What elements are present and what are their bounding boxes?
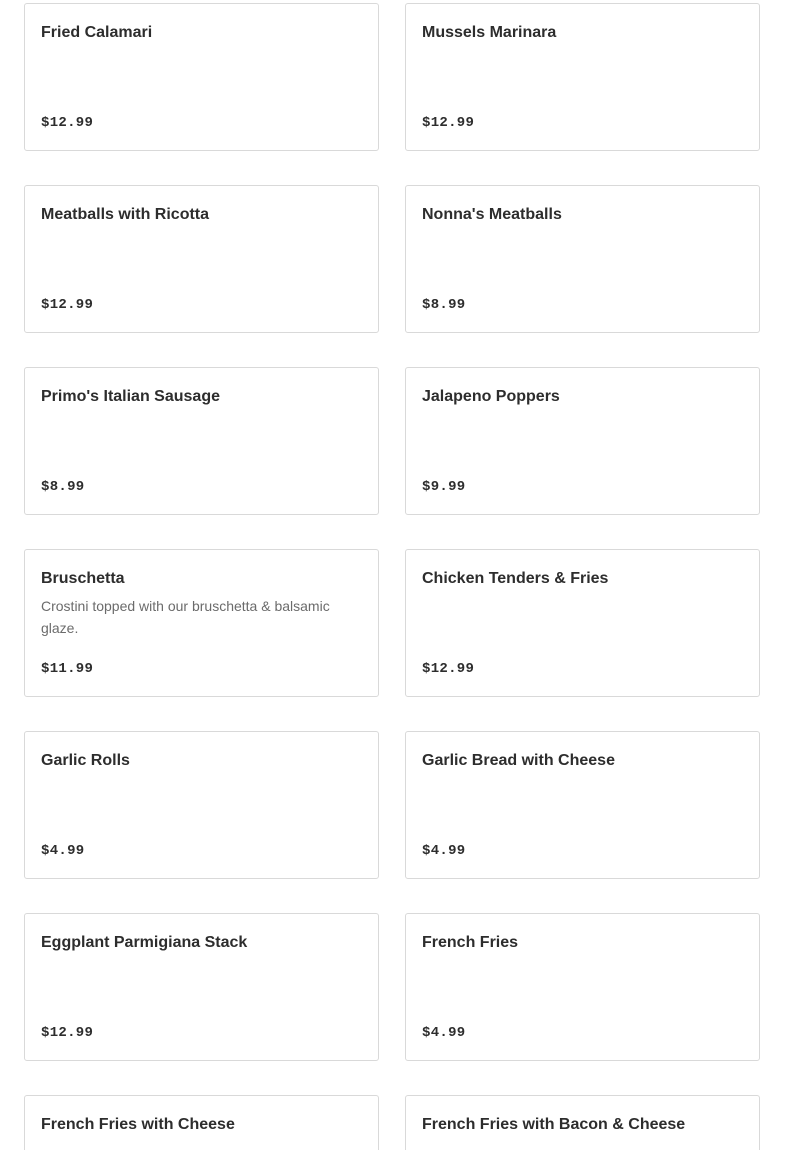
menu-item-name: Meatballs with Ricotta: [41, 206, 210, 223]
menu-item-name: French Fries with Cheese: [41, 1116, 235, 1133]
menu-item-price: $12.99: [41, 297, 94, 313]
menu-item-name: French Fries: [422, 934, 519, 951]
menu-item-name: Eggplant Parmigiana Stack: [41, 934, 248, 951]
menu-item-card[interactable]: [24, 3, 379, 151]
menu-item-card[interactable]: [405, 913, 760, 1061]
menu-item-card[interactable]: [405, 1095, 760, 1150]
menu-item-name: Jalapeno Poppers: [422, 388, 560, 405]
menu-item-name: Mussels Marinara: [422, 24, 557, 41]
menu-item-card[interactable]: [24, 367, 379, 515]
menu-item-card[interactable]: [405, 731, 760, 879]
menu-item-price: $12.99: [41, 115, 94, 131]
menu-item-card[interactable]: [24, 549, 379, 697]
menu-item-price: $9.99: [422, 479, 466, 495]
menu-item-card[interactable]: [24, 185, 379, 333]
menu-item-price: $12.99: [422, 115, 475, 131]
menu-item-price: $4.99: [422, 843, 466, 859]
menu-item-card[interactable]: [24, 731, 379, 879]
menu-item-description: Crostini topped with our bruschetta & balsamic glaze.: [41, 598, 330, 636]
menu-item-price: $11.99: [41, 661, 94, 677]
menu-item-price: $8.99: [422, 297, 466, 313]
menu-item-price: $12.99: [422, 661, 475, 677]
menu-item-name: Chicken Tenders & Fries: [422, 570, 609, 587]
menu-item-price: $4.99: [41, 843, 85, 859]
menu-item-name: Garlic Bread with Cheese: [422, 752, 615, 769]
menu-item-name: Nonna's Meatballs: [422, 206, 562, 223]
menu-item-name: Fried Calamari: [41, 24, 153, 41]
menu-item-card[interactable]: [24, 913, 379, 1061]
menu-item-name: Garlic Rolls: [41, 752, 130, 769]
menu-item-card[interactable]: [405, 549, 760, 697]
menu-item-price: $12.99: [41, 1025, 94, 1041]
menu-item-card[interactable]: [405, 367, 760, 515]
menu-item-card[interactable]: [405, 3, 760, 151]
menu-item-card[interactable]: [405, 185, 760, 333]
menu-item-name: Bruschetta: [41, 570, 125, 587]
menu-item-price: $4.99: [422, 1025, 466, 1041]
menu-item-card[interactable]: [24, 1095, 379, 1150]
menu-item-price: $8.99: [41, 479, 85, 495]
menu-item-name: Primo's Italian Sausage: [41, 388, 220, 405]
menu-item-name: French Fries with Bacon & Cheese: [422, 1116, 686, 1133]
